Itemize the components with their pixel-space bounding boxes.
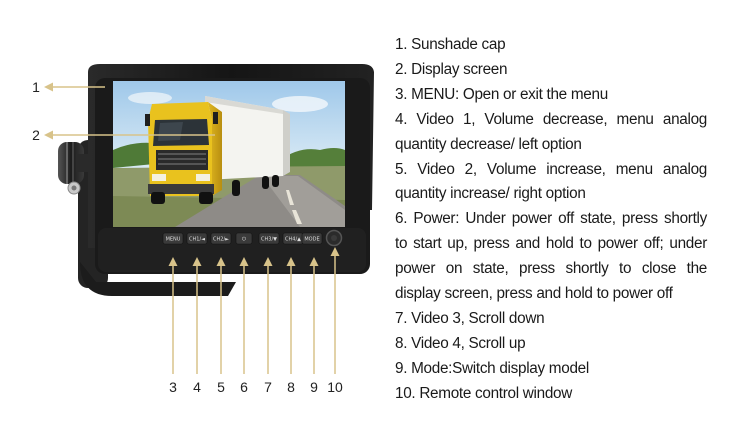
callout-7 bbox=[264, 265, 272, 395]
monitor-button-label: MENU bbox=[165, 236, 181, 243]
callout-number: 5 bbox=[217, 379, 225, 395]
legend-item-4: 4. Video 1, Volume decrease, menu analog quantity decrease/ left option bbox=[395, 110, 707, 153]
monitor-button-label: CH2/► bbox=[213, 236, 229, 243]
callout-number: 6 bbox=[240, 379, 248, 395]
legend-item-10: 10. Remote control window bbox=[395, 384, 573, 402]
truck-image bbox=[145, 96, 290, 204]
callout-number: 7 bbox=[264, 379, 272, 395]
legend-item-8: 8. Video 4, Scroll up bbox=[395, 334, 526, 352]
legend-item-3: 3. MENU: Open or exit the menu bbox=[395, 85, 608, 103]
legend-item-6: 6. Power: Under power off state, press shortly to start up, press and hold to power off; under power on state, press shortly to close the display screen, press and hold to power off bbox=[395, 210, 707, 303]
legend-item-5: 5. Video 2, Volume increase, menu analog quantity increase/ right option bbox=[395, 160, 707, 203]
callout-9 bbox=[310, 265, 318, 395]
callout-number: 3 bbox=[169, 379, 177, 395]
monitor-button-0[interactable] bbox=[163, 233, 183, 244]
monitor-button-1[interactable] bbox=[187, 233, 207, 244]
display-screen bbox=[113, 81, 345, 227]
legend-item-1: 1. Sunshade cap bbox=[395, 36, 506, 53]
callout-10 bbox=[327, 255, 343, 395]
button-row bbox=[163, 233, 322, 244]
monitor-button-label: CH4/▲ bbox=[285, 236, 301, 243]
callout-number: 1 bbox=[32, 79, 40, 95]
monitor-button-5[interactable] bbox=[283, 233, 303, 244]
monitor-button-3[interactable] bbox=[236, 233, 252, 244]
monitor-button-6[interactable] bbox=[302, 233, 322, 244]
legend-item-2: 2. Display screen bbox=[395, 60, 508, 78]
legend bbox=[395, 33, 707, 407]
monitor-button-label: ⏻ bbox=[242, 236, 246, 243]
monitor-button-2[interactable] bbox=[211, 233, 231, 244]
callout-8 bbox=[287, 265, 295, 395]
callout-number: 10 bbox=[327, 379, 343, 395]
monitor-button-label: CH3/▼ bbox=[261, 236, 277, 243]
callout-number: 4 bbox=[193, 379, 201, 395]
legend-item-9: 9. Mode:Switch display model bbox=[395, 359, 589, 377]
monitor-button-4[interactable] bbox=[259, 233, 279, 244]
monitor-button-label: MODE bbox=[304, 236, 320, 243]
callout-number: 2 bbox=[32, 127, 40, 143]
callout-number: 9 bbox=[310, 379, 318, 395]
legend-item-7: 7. Video 3, Scroll down bbox=[395, 309, 545, 327]
callout-6 bbox=[240, 265, 248, 395]
remote-control-window bbox=[327, 231, 342, 246]
callout-number: 8 bbox=[287, 379, 295, 395]
monitor-button-label: CH1/◄ bbox=[189, 236, 205, 243]
